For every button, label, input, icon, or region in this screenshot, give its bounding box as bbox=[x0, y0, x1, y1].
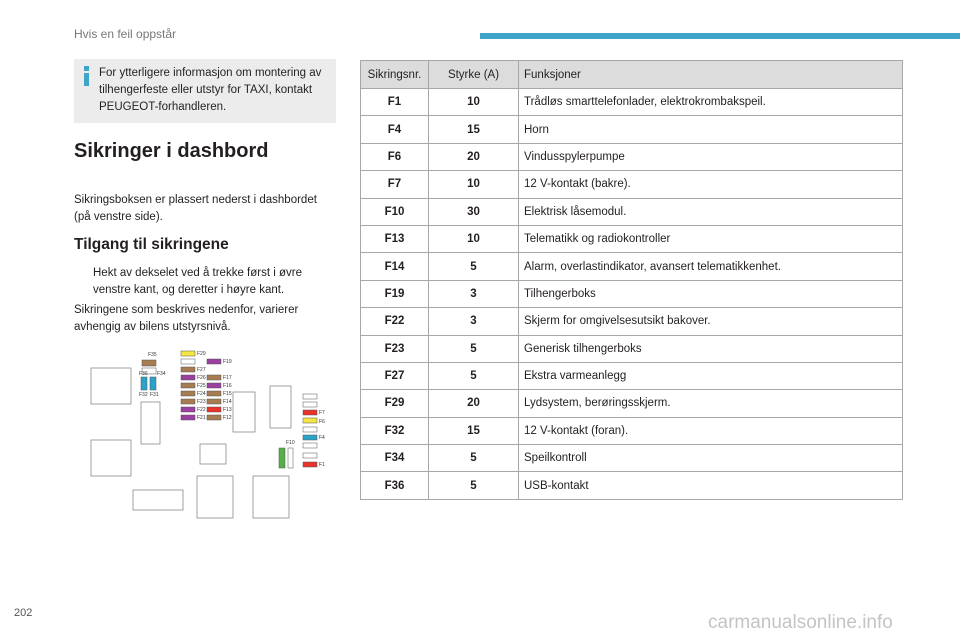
running-header: Hvis en feil oppstår bbox=[74, 27, 177, 41]
fuse-rating-cell: 10 bbox=[429, 225, 519, 252]
label-f6: F6 bbox=[319, 419, 325, 425]
table-row bbox=[361, 362, 903, 389]
table-row bbox=[361, 225, 903, 252]
fuse-box-diagram bbox=[85, 340, 335, 525]
fuse-function-cell: USB-kontakt bbox=[519, 472, 903, 499]
fuse-function-cell: Speilkontroll bbox=[519, 445, 903, 472]
fuse-rating-cell: 5 bbox=[429, 472, 519, 499]
fuse-rating-cell: 15 bbox=[429, 417, 519, 444]
bullet-text: Hekt av dekselet ved å trekke først i øvre venstre kant, og deretter i høyre kant. bbox=[93, 267, 302, 296]
fuse-function-cell: Tilhengerboks bbox=[519, 280, 903, 307]
label-f31: F31 bbox=[150, 392, 159, 398]
fuse-function-cell: Generisk tilhengerboks bbox=[519, 335, 903, 362]
column-header: Styrke (A) bbox=[429, 61, 519, 89]
table-row bbox=[361, 445, 903, 472]
fuse-function-cell: Lydsystem, berøringsskjerm. bbox=[519, 390, 903, 417]
fuse-number-cell: F36 bbox=[361, 472, 429, 499]
watermark: carmanualsonline.info bbox=[708, 612, 893, 633]
column-header: Funksjoner bbox=[519, 61, 903, 89]
fuse-number-cell: F19 bbox=[361, 280, 429, 307]
fuse-rating-cell: 20 bbox=[429, 390, 519, 417]
table-row bbox=[361, 472, 903, 499]
fuse-rating-cell: 20 bbox=[429, 143, 519, 170]
label-f29: F29 bbox=[197, 351, 206, 357]
label-f1: F1 bbox=[319, 462, 325, 468]
fuse-rating-cell: 5 bbox=[429, 362, 519, 389]
table-row bbox=[361, 198, 903, 225]
label-f14: F14 bbox=[223, 399, 232, 405]
label-f13: F13 bbox=[223, 407, 232, 413]
fuse-number-cell: F13 bbox=[361, 225, 429, 252]
table-row bbox=[361, 253, 903, 280]
fuse-function-cell: Alarm, overlastindikator, avansert telematikkenhet. bbox=[519, 253, 903, 280]
fuse-function-cell: 12 V-kontakt (bakre). bbox=[519, 171, 903, 198]
page-number: 202 bbox=[14, 607, 33, 619]
label-f17: F17 bbox=[223, 375, 232, 381]
fuse-number-cell: F6 bbox=[361, 143, 429, 170]
fuse-number-cell: F23 bbox=[361, 335, 429, 362]
table-row bbox=[361, 143, 903, 170]
fuse-number-cell: F4 bbox=[361, 116, 429, 143]
fuse-number-cell: F7 bbox=[361, 171, 429, 198]
fuse-function-cell: Trådløs smarttelefonlader, elektrokrombakspeil. bbox=[519, 89, 903, 116]
table-row bbox=[361, 417, 903, 444]
label-f10: F10 bbox=[286, 440, 295, 446]
info-icon bbox=[84, 66, 89, 86]
label-f15: F15 bbox=[223, 391, 232, 397]
fuse-number-cell: F14 bbox=[361, 253, 429, 280]
table-header-row bbox=[361, 61, 903, 89]
label-f23: F23 bbox=[197, 399, 206, 405]
fuse-rating-cell: 15 bbox=[429, 116, 519, 143]
fuse-number-cell: F32 bbox=[361, 417, 429, 444]
fuse-number-cell: F22 bbox=[361, 308, 429, 335]
fuse-function-cell: Ekstra varmeanlegg bbox=[519, 362, 903, 389]
label-f7: F7 bbox=[319, 410, 325, 416]
fuse-rating-cell: 30 bbox=[429, 198, 519, 225]
fuse-rating-cell: 3 bbox=[429, 280, 519, 307]
table-row bbox=[361, 89, 903, 116]
fuse-function-cell: Horn bbox=[519, 116, 903, 143]
section-title: Sikringer i dashbord bbox=[74, 140, 269, 162]
label-f22: F22 bbox=[197, 407, 206, 413]
fuse-function-cell: Skjerm for omgivelsesutsikt bakover. bbox=[519, 308, 903, 335]
intro-paragraph: Sikringsboksen er plassert nederst i dashbordet (på venstre side). bbox=[74, 194, 317, 223]
fuse-function-cell: Telematikk og radiokontroller bbox=[519, 225, 903, 252]
fuse-function-cell: Elektrisk låsemodul. bbox=[519, 198, 903, 225]
label-f24: F24 bbox=[197, 391, 206, 397]
info-box-text: For ytterligere informasjon om montering av tilhengerfeste eller utstyr for TAXI, kontakt PEUGEOT-forhandleren. bbox=[99, 67, 322, 113]
fuse-function-cell: Vindusspylerpumpe bbox=[519, 143, 903, 170]
label-f26: F26 bbox=[197, 375, 206, 381]
fuse-function-cell: 12 V-kontakt (foran). bbox=[519, 417, 903, 444]
fuse-rating-cell: 10 bbox=[429, 89, 519, 116]
label-f27: F27 bbox=[197, 367, 206, 373]
column-header: Sikringsnr. bbox=[361, 61, 429, 89]
fuse-number-cell: F1 bbox=[361, 89, 429, 116]
label-f34: F34 bbox=[157, 371, 166, 377]
label-f16: F16 bbox=[223, 383, 232, 389]
fuse-rating-cell: 5 bbox=[429, 253, 519, 280]
label-f12: F12 bbox=[223, 415, 232, 421]
fuse-table bbox=[360, 60, 903, 500]
table-row bbox=[361, 280, 903, 307]
table-row bbox=[361, 335, 903, 362]
label-f4: F4 bbox=[319, 435, 325, 441]
table-row bbox=[361, 171, 903, 198]
label-f32: F32 bbox=[139, 392, 148, 398]
fuse-number-cell: F34 bbox=[361, 445, 429, 472]
fuse-rating-cell: 3 bbox=[429, 308, 519, 335]
subsection-title: Tilgang til sikringene bbox=[74, 236, 229, 253]
header-accent-bar bbox=[480, 33, 960, 39]
note-paragraph: Sikringene som beskrives nedenfor, varierer avhengig av bilens utstyrsnivå. bbox=[74, 304, 299, 333]
fuse-number-cell: F10 bbox=[361, 198, 429, 225]
label-f25: F25 bbox=[197, 383, 206, 389]
fuse-rating-cell: 5 bbox=[429, 335, 519, 362]
table-row bbox=[361, 308, 903, 335]
fuse-number-cell: F27 bbox=[361, 362, 429, 389]
table-row bbox=[361, 390, 903, 417]
label-f35: F35 bbox=[148, 352, 157, 358]
fuse-number-cell: F29 bbox=[361, 390, 429, 417]
table-row bbox=[361, 116, 903, 143]
label-f36: F36 bbox=[139, 371, 148, 377]
fuse-rating-cell: 5 bbox=[429, 445, 519, 472]
fuse-rating-cell: 10 bbox=[429, 171, 519, 198]
label-f19: F19 bbox=[223, 359, 232, 365]
label-f21: F21 bbox=[197, 415, 206, 421]
